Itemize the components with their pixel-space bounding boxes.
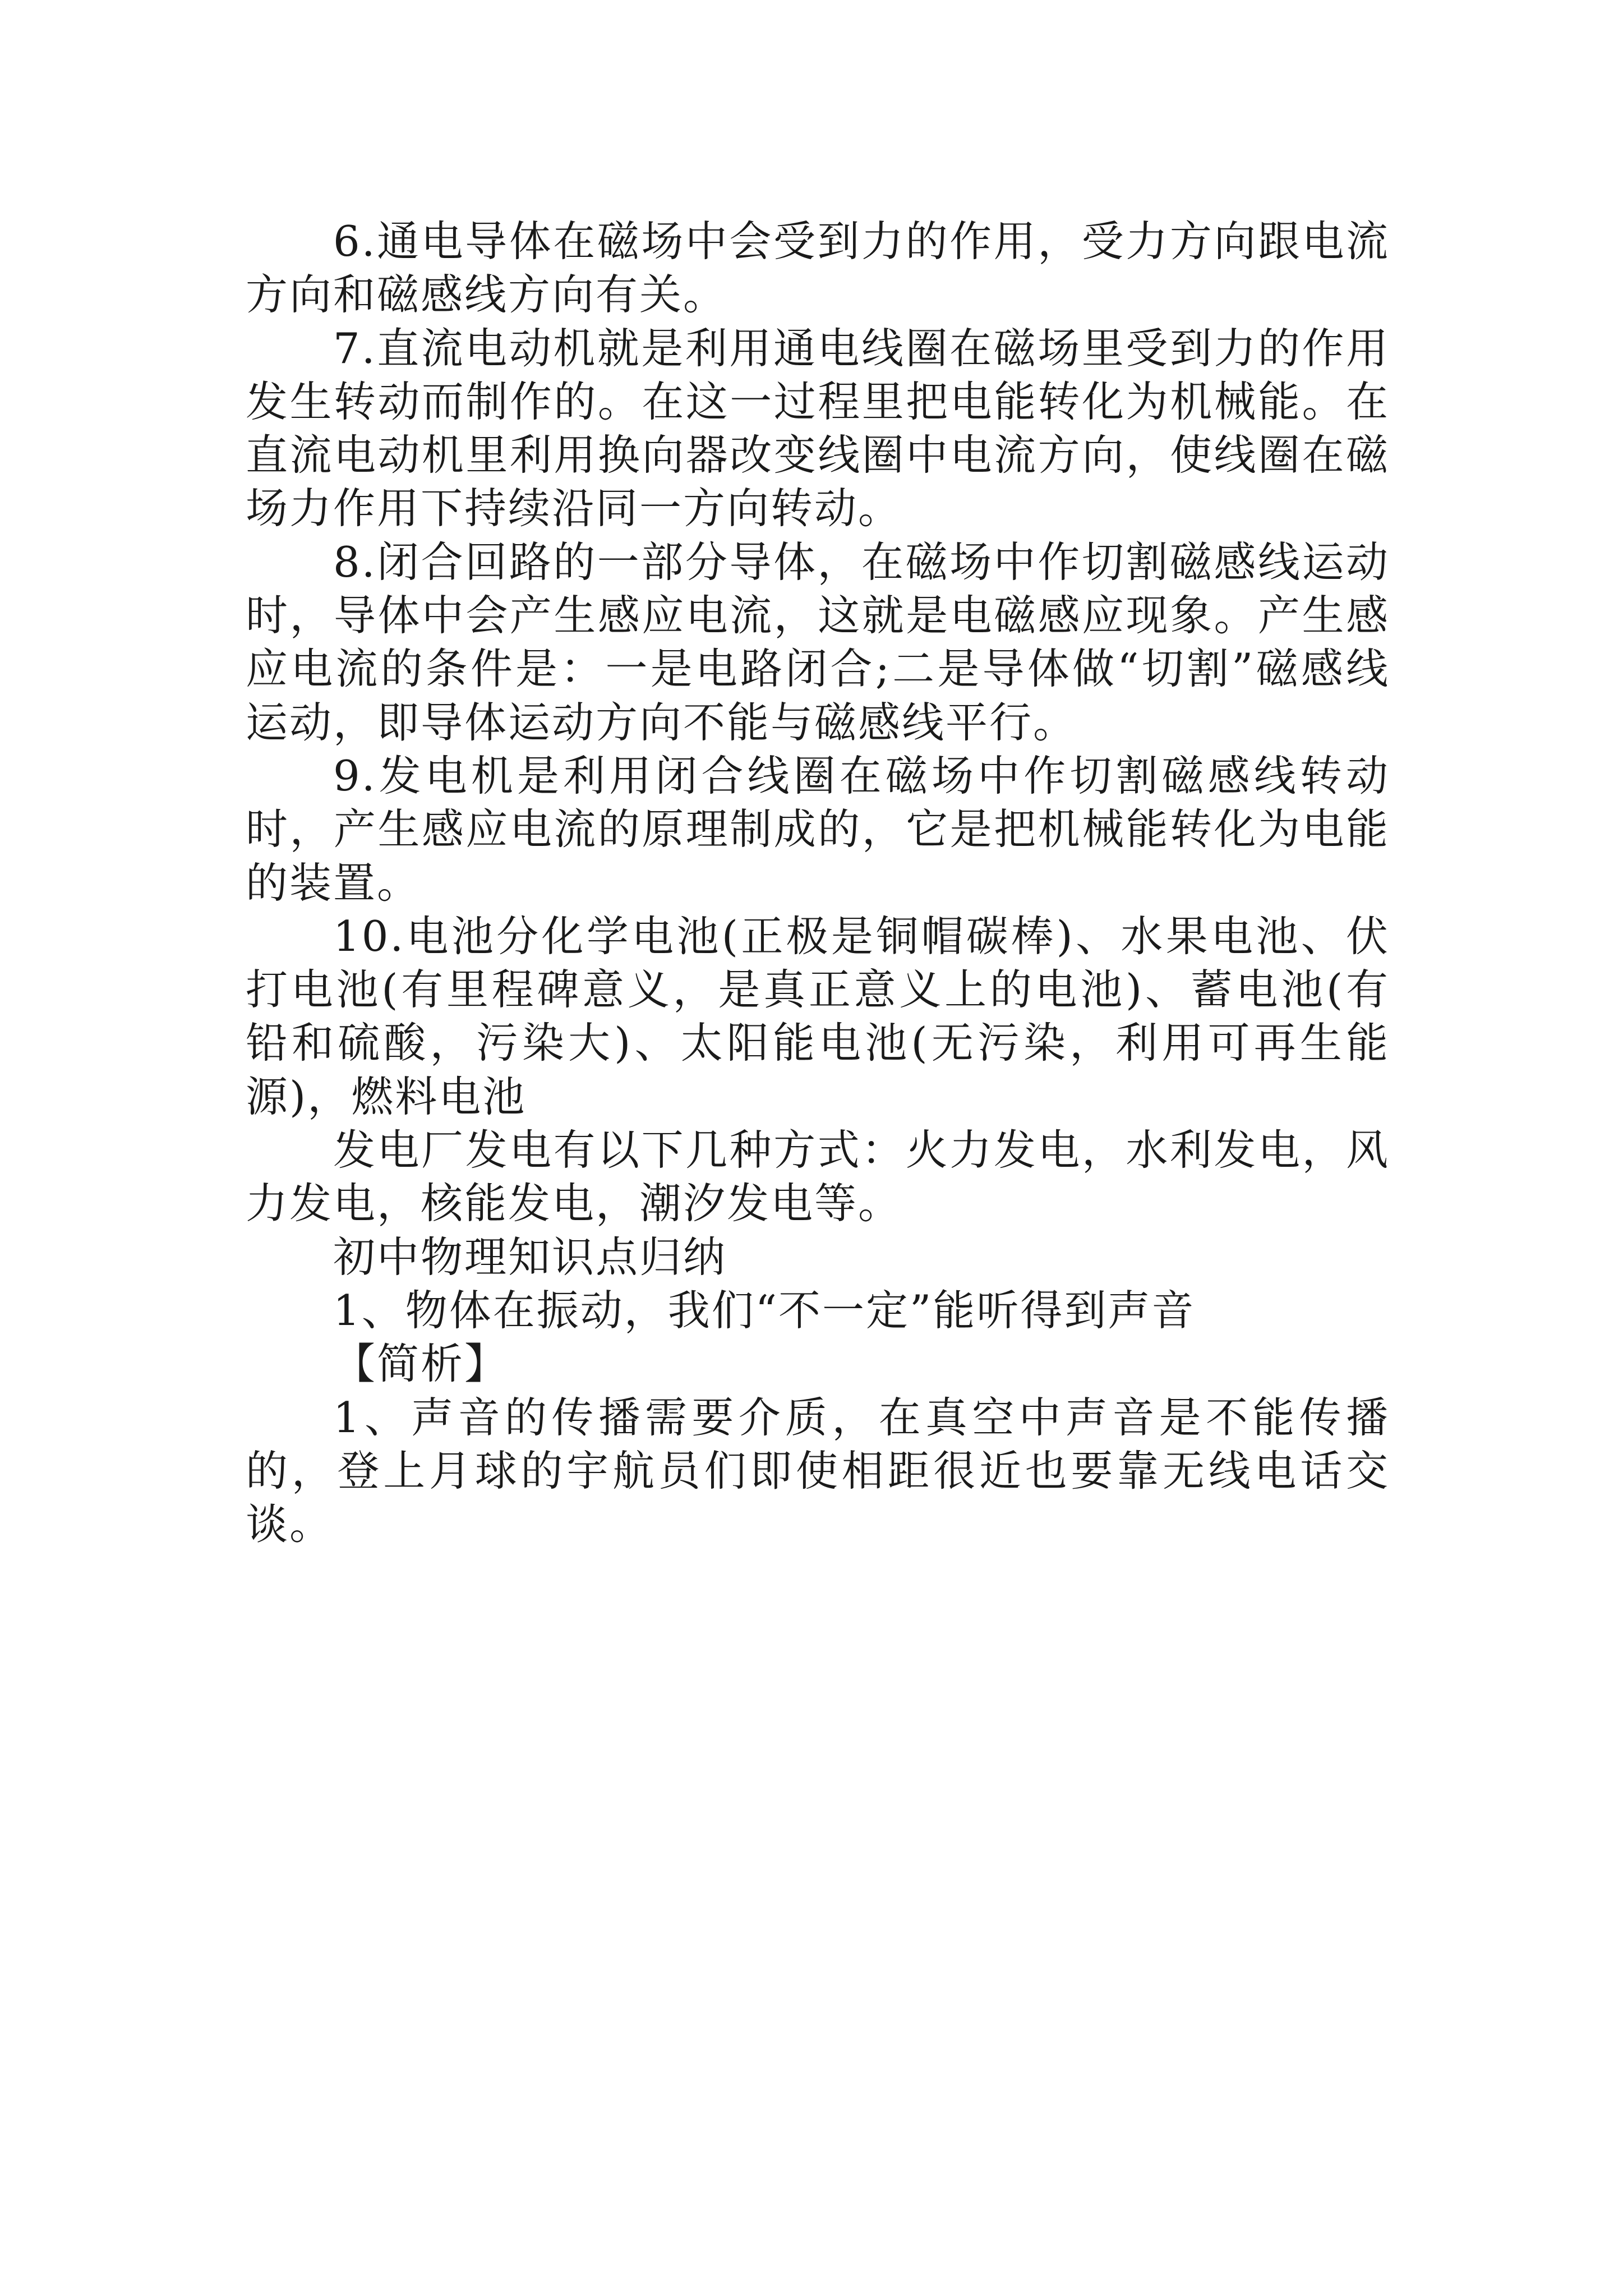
analysis-label: 【简析】	[333, 1339, 509, 1389]
paragraph-item-10-batteries: 10.电池分化学电池(正极是铜帽碳棒)、水果电池、伏打电池(有里程碑意义，是真正意义上的电池)、蓄电池(有铅和硫酸，污染大)、太阳能电池(无污染，利用可再生能源)，燃料电池	[246, 911, 1390, 1121]
paragraph-item-1-vibration-sound: 1、物体在振动，我们“不一定”能听得到声音	[333, 1285, 1196, 1335]
paragraph-power-generation-methods: 发电厂发电有以下几种方式：火力发电，水利发电，风力发电，核能发电，潮汐发电等。	[246, 1125, 1390, 1228]
paragraph-item-6-force-on-conductor: 6.通电导体在磁场中会受到力的作用，受力方向跟电流方向和磁感线方向有关。	[246, 217, 1390, 320]
paragraph-item-7-dc-motor: 7.直流电动机就是利用通电线圈在磁场里受到力的作用发生转动而制作的。在这一过程里把电能转化为机械能。在直流电动机里利用换向器改变线圈中电流方向，使线圈在磁场力作用下持续沿同一方向转动。	[246, 323, 1390, 533]
section-heading: 初中物理知识点归纳	[333, 1232, 727, 1282]
paragraph-item-8-electromagnetic-induction: 8.闭合回路的一部分导体，在磁场中作切割磁感线运动时，导体中会产生感应电流，这就是电磁感应现象。产生感应电流的条件是：一是电路闭合;二是导体做“切割”磁感线运动，即导体运动方向不能与磁感线平行。	[246, 537, 1390, 747]
paragraph-item-1-sound-medium: 1、声音的传播需要介质，在真空中声音是不能传播的，登上月球的宇航员们即使相距很近也要靠无线电话交谈。	[246, 1392, 1390, 1549]
document-body	[246, 215, 1390, 1551]
paragraph-item-9-generator: 9.发电机是利用闭合线圈在磁场中作切割磁感线转动时，产生感应电流的原理制成的，它是把机械能转化为电能的装置。	[246, 751, 1390, 908]
